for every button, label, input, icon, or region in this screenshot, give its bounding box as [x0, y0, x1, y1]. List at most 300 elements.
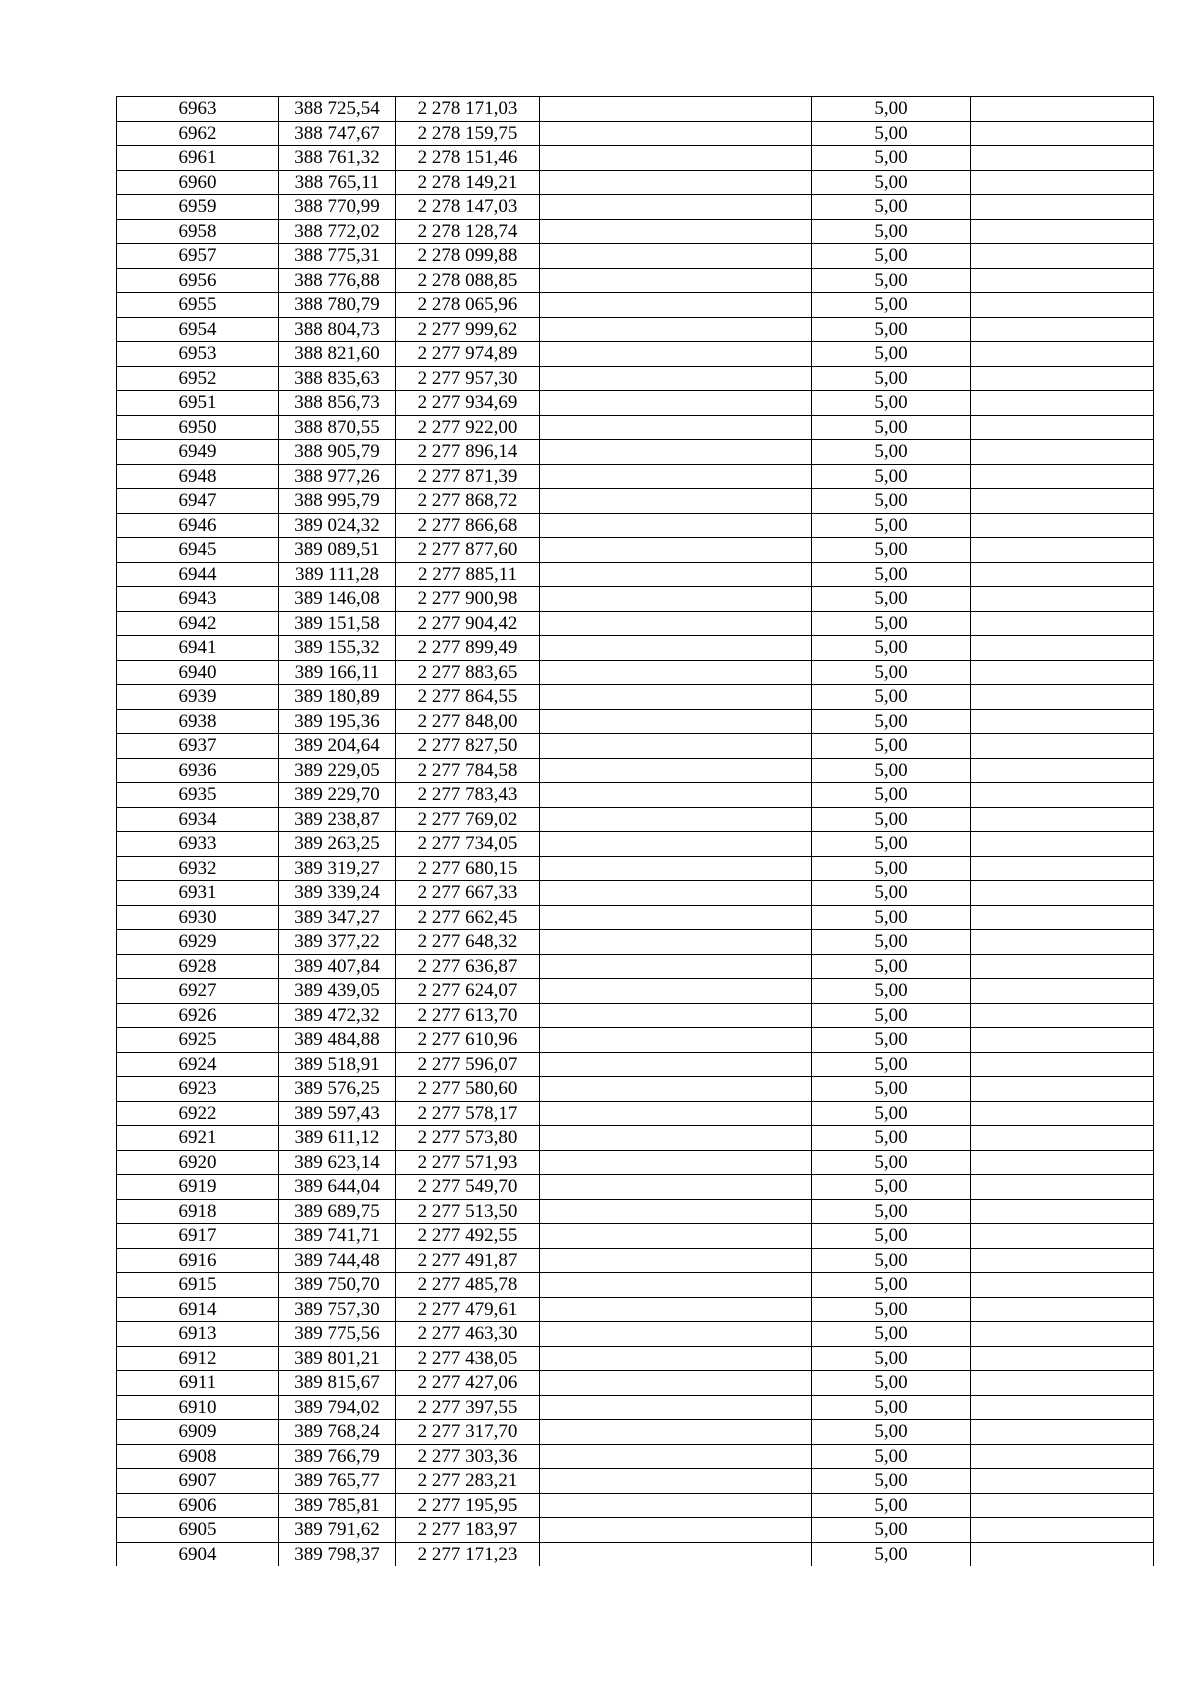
empty-cell: [540, 636, 812, 661]
empty-cell: [540, 1175, 812, 1200]
empty-cell: [540, 195, 812, 220]
table-row: [117, 391, 1154, 416]
y-coordinate-cell: 2 277 596,07: [396, 1052, 540, 1077]
table-row: [117, 219, 1154, 244]
empty-cell: [971, 244, 1154, 269]
table-row: [117, 758, 1154, 783]
x-coordinate-cell: 389 576,25: [279, 1077, 396, 1102]
value-cell: 5,00: [812, 1420, 971, 1445]
empty-cell: [971, 1052, 1154, 1077]
empty-cell: [540, 97, 812, 122]
x-coordinate-cell: 389 339,24: [279, 881, 396, 906]
empty-cell: [971, 1028, 1154, 1053]
empty-cell: [540, 1150, 812, 1175]
empty-cell: [971, 513, 1154, 538]
table-row: [117, 1199, 1154, 1224]
y-coordinate-cell: 2 277 871,39: [396, 464, 540, 489]
x-coordinate-cell: 389 111,28: [279, 562, 396, 587]
empty-cell: [540, 807, 812, 832]
table-row: [117, 979, 1154, 1004]
point-number-cell: 6955: [117, 293, 279, 318]
point-number-cell: 6948: [117, 464, 279, 489]
x-coordinate-cell: 389 484,88: [279, 1028, 396, 1053]
point-number-cell: 6912: [117, 1346, 279, 1371]
y-coordinate-cell: 2 277 648,32: [396, 930, 540, 955]
y-coordinate-cell: 2 277 624,07: [396, 979, 540, 1004]
point-number-cell: 6927: [117, 979, 279, 1004]
x-coordinate-cell: 389 472,32: [279, 1003, 396, 1028]
table-row: [117, 1126, 1154, 1151]
value-cell: 5,00: [812, 366, 971, 391]
point-number-cell: 6938: [117, 709, 279, 734]
value-cell: 5,00: [812, 1077, 971, 1102]
y-coordinate-cell: 2 277 183,97: [396, 1518, 540, 1543]
x-coordinate-cell: 389 794,02: [279, 1395, 396, 1420]
x-coordinate-cell: 389 377,22: [279, 930, 396, 955]
empty-cell: [971, 366, 1154, 391]
point-number-cell: 6958: [117, 219, 279, 244]
point-number-cell: 6926: [117, 1003, 279, 1028]
table-row: [117, 954, 1154, 979]
value-cell: 5,00: [812, 146, 971, 171]
value-cell: 5,00: [812, 293, 971, 318]
point-number-cell: 6906: [117, 1493, 279, 1518]
x-coordinate-cell: 389 757,30: [279, 1297, 396, 1322]
empty-cell: [971, 832, 1154, 857]
x-coordinate-cell: 388 804,73: [279, 317, 396, 342]
table-row: [117, 636, 1154, 661]
empty-cell: [540, 268, 812, 293]
value-cell: 5,00: [812, 1346, 971, 1371]
empty-cell: [971, 807, 1154, 832]
empty-cell: [971, 1444, 1154, 1469]
point-number-cell: 6957: [117, 244, 279, 269]
y-coordinate-cell: 2 277 896,14: [396, 440, 540, 465]
table-row: [117, 1248, 1154, 1273]
x-coordinate-cell: 389 766,79: [279, 1444, 396, 1469]
value-cell: 5,00: [812, 979, 971, 1004]
empty-cell: [540, 146, 812, 171]
point-number-cell: 6930: [117, 905, 279, 930]
point-number-cell: 6924: [117, 1052, 279, 1077]
table-row: [117, 97, 1154, 122]
empty-cell: [540, 1126, 812, 1151]
y-coordinate-cell: 2 277 866,68: [396, 513, 540, 538]
y-coordinate-cell: 2 277 578,17: [396, 1101, 540, 1126]
table-row: [117, 1346, 1154, 1371]
empty-cell: [540, 685, 812, 710]
x-coordinate-cell: 388 747,67: [279, 121, 396, 146]
table-row: [117, 1297, 1154, 1322]
value-cell: 5,00: [812, 268, 971, 293]
y-coordinate-cell: 2 277 580,60: [396, 1077, 540, 1102]
point-number-cell: 6916: [117, 1248, 279, 1273]
x-coordinate-cell: 388 977,26: [279, 464, 396, 489]
x-coordinate-cell: 389 801,21: [279, 1346, 396, 1371]
empty-cell: [971, 611, 1154, 636]
empty-cell: [971, 709, 1154, 734]
empty-cell: [540, 856, 812, 881]
y-coordinate-cell: 2 278 171,03: [396, 97, 540, 122]
point-number-cell: 6915: [117, 1273, 279, 1298]
x-coordinate-cell: 388 905,79: [279, 440, 396, 465]
x-coordinate-cell: 388 775,31: [279, 244, 396, 269]
empty-cell: [540, 391, 812, 416]
y-coordinate-cell: 2 278 147,03: [396, 195, 540, 220]
x-coordinate-cell: 389 768,24: [279, 1420, 396, 1445]
empty-cell: [971, 342, 1154, 367]
value-cell: 5,00: [812, 219, 971, 244]
table-row: [117, 1444, 1154, 1469]
point-number-cell: 6904: [117, 1542, 279, 1566]
empty-cell: [971, 170, 1154, 195]
point-number-cell: 6907: [117, 1469, 279, 1494]
point-number-cell: 6921: [117, 1126, 279, 1151]
empty-cell: [971, 464, 1154, 489]
empty-cell: [971, 587, 1154, 612]
empty-cell: [540, 317, 812, 342]
point-number-cell: 6914: [117, 1297, 279, 1322]
empty-cell: [971, 685, 1154, 710]
value-cell: 5,00: [812, 391, 971, 416]
y-coordinate-cell: 2 278 099,88: [396, 244, 540, 269]
value-cell: 5,00: [812, 905, 971, 930]
empty-cell: [540, 538, 812, 563]
value-cell: 5,00: [812, 1003, 971, 1028]
value-cell: 5,00: [812, 1518, 971, 1543]
empty-cell: [540, 1028, 812, 1053]
point-number-cell: 6935: [117, 783, 279, 808]
x-coordinate-cell: 389 195,36: [279, 709, 396, 734]
y-coordinate-cell: 2 277 934,69: [396, 391, 540, 416]
empty-cell: [971, 391, 1154, 416]
empty-cell: [971, 268, 1154, 293]
empty-cell: [540, 1371, 812, 1396]
x-coordinate-cell: 389 750,70: [279, 1273, 396, 1298]
x-coordinate-cell: 388 835,63: [279, 366, 396, 391]
table-row: [117, 1322, 1154, 1347]
x-coordinate-cell: 389 263,25: [279, 832, 396, 857]
table-row: [117, 930, 1154, 955]
value-cell: 5,00: [812, 587, 971, 612]
value-cell: 5,00: [812, 734, 971, 759]
value-cell: 5,00: [812, 121, 971, 146]
value-cell: 5,00: [812, 1028, 971, 1053]
table-row: [117, 268, 1154, 293]
value-cell: 5,00: [812, 1297, 971, 1322]
y-coordinate-cell: 2 277 999,62: [396, 317, 540, 342]
value-cell: 5,00: [812, 1224, 971, 1249]
point-number-cell: 6961: [117, 146, 279, 171]
x-coordinate-cell: 389 180,89: [279, 685, 396, 710]
value-cell: 5,00: [812, 832, 971, 857]
y-coordinate-cell: 2 278 151,46: [396, 146, 540, 171]
y-coordinate-cell: 2 277 900,98: [396, 587, 540, 612]
y-coordinate-cell: 2 277 784,58: [396, 758, 540, 783]
y-coordinate-cell: 2 277 667,33: [396, 881, 540, 906]
empty-cell: [540, 587, 812, 612]
point-number-cell: 6922: [117, 1101, 279, 1126]
x-coordinate-cell: 389 597,43: [279, 1101, 396, 1126]
value-cell: 5,00: [812, 317, 971, 342]
point-number-cell: 6925: [117, 1028, 279, 1053]
point-number-cell: 6923: [117, 1077, 279, 1102]
point-number-cell: 6939: [117, 685, 279, 710]
table-row: [117, 685, 1154, 710]
value-cell: 5,00: [812, 1322, 971, 1347]
value-cell: 5,00: [812, 1248, 971, 1273]
y-coordinate-cell: 2 277 171,23: [396, 1542, 540, 1566]
empty-cell: [971, 783, 1154, 808]
point-number-cell: 6918: [117, 1199, 279, 1224]
empty-cell: [540, 219, 812, 244]
value-cell: 5,00: [812, 1052, 971, 1077]
x-coordinate-cell: 389 024,32: [279, 513, 396, 538]
point-number-cell: 6919: [117, 1175, 279, 1200]
x-coordinate-cell: 388 995,79: [279, 489, 396, 514]
table-row: [117, 660, 1154, 685]
y-coordinate-cell: 2 277 922,00: [396, 415, 540, 440]
empty-cell: [971, 121, 1154, 146]
y-coordinate-cell: 2 277 613,70: [396, 1003, 540, 1028]
table-row: [117, 1518, 1154, 1543]
empty-cell: [971, 1322, 1154, 1347]
point-number-cell: 6954: [117, 317, 279, 342]
table-row: [117, 1224, 1154, 1249]
empty-cell: [971, 440, 1154, 465]
table-row: [117, 195, 1154, 220]
table-row: [117, 1175, 1154, 1200]
table-row: [117, 1052, 1154, 1077]
empty-cell: [971, 97, 1154, 122]
table-body: [117, 97, 1154, 1567]
empty-cell: [971, 734, 1154, 759]
empty-cell: [540, 734, 812, 759]
value-cell: 5,00: [812, 195, 971, 220]
value-cell: 5,00: [812, 1126, 971, 1151]
x-coordinate-cell: 389 166,11: [279, 660, 396, 685]
value-cell: 5,00: [812, 881, 971, 906]
empty-cell: [540, 1420, 812, 1445]
point-number-cell: 6953: [117, 342, 279, 367]
x-coordinate-cell: 388 780,79: [279, 293, 396, 318]
point-number-cell: 6960: [117, 170, 279, 195]
point-number-cell: 6942: [117, 611, 279, 636]
y-coordinate-cell: 2 277 317,70: [396, 1420, 540, 1445]
point-number-cell: 6959: [117, 195, 279, 220]
table-row: [117, 783, 1154, 808]
empty-cell: [971, 1150, 1154, 1175]
empty-cell: [540, 1346, 812, 1371]
empty-cell: [971, 856, 1154, 881]
empty-cell: [971, 195, 1154, 220]
value-cell: 5,00: [812, 464, 971, 489]
y-coordinate-cell: 2 277 868,72: [396, 489, 540, 514]
empty-cell: [540, 244, 812, 269]
point-number-cell: 6956: [117, 268, 279, 293]
y-coordinate-cell: 2 277 427,06: [396, 1371, 540, 1396]
table-row: [117, 1371, 1154, 1396]
table-row: [117, 440, 1154, 465]
empty-cell: [540, 1493, 812, 1518]
y-coordinate-cell: 2 277 571,93: [396, 1150, 540, 1175]
table-row: [117, 415, 1154, 440]
y-coordinate-cell: 2 277 848,00: [396, 709, 540, 734]
x-coordinate-cell: 389 744,48: [279, 1248, 396, 1273]
y-coordinate-cell: 2 277 479,61: [396, 1297, 540, 1322]
x-coordinate-cell: 389 229,05: [279, 758, 396, 783]
empty-cell: [971, 1101, 1154, 1126]
x-coordinate-cell: 389 407,84: [279, 954, 396, 979]
point-number-cell: 6913: [117, 1322, 279, 1347]
empty-cell: [971, 1420, 1154, 1445]
table-row: [117, 317, 1154, 342]
table-row: [117, 464, 1154, 489]
value-cell: 5,00: [812, 1395, 971, 1420]
y-coordinate-cell: 2 277 195,95: [396, 1493, 540, 1518]
empty-cell: [540, 121, 812, 146]
x-coordinate-cell: 388 725,54: [279, 97, 396, 122]
y-coordinate-cell: 2 277 283,21: [396, 1469, 540, 1494]
x-coordinate-cell: 388 821,60: [279, 342, 396, 367]
table-row: [117, 1150, 1154, 1175]
empty-cell: [540, 709, 812, 734]
table-row: [117, 366, 1154, 391]
table-row: [117, 513, 1154, 538]
point-number-cell: 6941: [117, 636, 279, 661]
table-row: [117, 1003, 1154, 1028]
table-row: [117, 1395, 1154, 1420]
point-number-cell: 6931: [117, 881, 279, 906]
empty-cell: [971, 489, 1154, 514]
x-coordinate-cell: 389 798,37: [279, 1542, 396, 1566]
y-coordinate-cell: 2 277 438,05: [396, 1346, 540, 1371]
point-number-cell: 6949: [117, 440, 279, 465]
value-cell: 5,00: [812, 513, 971, 538]
empty-cell: [540, 513, 812, 538]
empty-cell: [971, 1224, 1154, 1249]
empty-cell: [540, 954, 812, 979]
value-cell: 5,00: [812, 636, 971, 661]
x-coordinate-cell: 389 791,62: [279, 1518, 396, 1543]
y-coordinate-cell: 2 277 864,55: [396, 685, 540, 710]
x-coordinate-cell: 388 770,99: [279, 195, 396, 220]
y-coordinate-cell: 2 277 974,89: [396, 342, 540, 367]
empty-cell: [540, 930, 812, 955]
y-coordinate-cell: 2 277 636,87: [396, 954, 540, 979]
empty-cell: [971, 1371, 1154, 1396]
x-coordinate-cell: 388 870,55: [279, 415, 396, 440]
x-coordinate-cell: 389 775,56: [279, 1322, 396, 1347]
x-coordinate-cell: 389 204,64: [279, 734, 396, 759]
x-coordinate-cell: 389 785,81: [279, 1493, 396, 1518]
x-coordinate-cell: 389 238,87: [279, 807, 396, 832]
point-number-cell: 6932: [117, 856, 279, 881]
value-cell: 5,00: [812, 709, 971, 734]
table-row: [117, 1028, 1154, 1053]
empty-cell: [540, 440, 812, 465]
coordinates-table: [116, 96, 1154, 1566]
empty-cell: [540, 293, 812, 318]
y-coordinate-cell: 2 277 827,50: [396, 734, 540, 759]
y-coordinate-cell: 2 278 065,96: [396, 293, 540, 318]
x-coordinate-cell: 389 089,51: [279, 538, 396, 563]
value-cell: 5,00: [812, 783, 971, 808]
y-coordinate-cell: 2 277 513,50: [396, 1199, 540, 1224]
empty-cell: [971, 146, 1154, 171]
y-coordinate-cell: 2 277 783,43: [396, 783, 540, 808]
value-cell: 5,00: [812, 1101, 971, 1126]
y-coordinate-cell: 2 277 397,55: [396, 1395, 540, 1420]
x-coordinate-cell: 389 815,67: [279, 1371, 396, 1396]
value-cell: 5,00: [812, 954, 971, 979]
empty-cell: [971, 1493, 1154, 1518]
empty-cell: [971, 954, 1154, 979]
empty-cell: [540, 366, 812, 391]
empty-cell: [540, 1322, 812, 1347]
x-coordinate-cell: 389 518,91: [279, 1052, 396, 1077]
empty-cell: [540, 1101, 812, 1126]
empty-cell: [971, 1003, 1154, 1028]
empty-cell: [971, 293, 1154, 318]
table-row: [117, 1542, 1154, 1566]
point-number-cell: 6950: [117, 415, 279, 440]
empty-cell: [540, 979, 812, 1004]
value-cell: 5,00: [812, 1199, 971, 1224]
value-cell: 5,00: [812, 170, 971, 195]
table-row: [117, 881, 1154, 906]
empty-cell: [540, 758, 812, 783]
empty-cell: [971, 1126, 1154, 1151]
table-row: [117, 905, 1154, 930]
table-row: [117, 170, 1154, 195]
empty-cell: [971, 1248, 1154, 1273]
point-number-cell: 6947: [117, 489, 279, 514]
value-cell: 5,00: [812, 856, 971, 881]
table-row: [117, 538, 1154, 563]
point-number-cell: 6963: [117, 97, 279, 122]
empty-cell: [540, 1444, 812, 1469]
empty-cell: [540, 1469, 812, 1494]
y-coordinate-cell: 2 277 485,78: [396, 1273, 540, 1298]
empty-cell: [540, 1273, 812, 1298]
value-cell: 5,00: [812, 1469, 971, 1494]
point-number-cell: 6943: [117, 587, 279, 612]
y-coordinate-cell: 2 277 463,30: [396, 1322, 540, 1347]
x-coordinate-cell: 389 689,75: [279, 1199, 396, 1224]
value-cell: 5,00: [812, 685, 971, 710]
y-coordinate-cell: 2 277 491,87: [396, 1248, 540, 1273]
empty-cell: [971, 538, 1154, 563]
x-coordinate-cell: 389 765,77: [279, 1469, 396, 1494]
empty-cell: [540, 1199, 812, 1224]
y-coordinate-cell: 2 277 680,15: [396, 856, 540, 881]
table-row: [117, 1493, 1154, 1518]
y-coordinate-cell: 2 277 769,02: [396, 807, 540, 832]
table-row: [117, 146, 1154, 171]
y-coordinate-cell: 2 277 899,49: [396, 636, 540, 661]
y-coordinate-cell: 2 278 088,85: [396, 268, 540, 293]
point-number-cell: 6929: [117, 930, 279, 955]
table-row: [117, 1101, 1154, 1126]
table-row: [117, 611, 1154, 636]
empty-cell: [540, 342, 812, 367]
point-number-cell: 6934: [117, 807, 279, 832]
value-cell: 5,00: [812, 1444, 971, 1469]
y-coordinate-cell: 2 277 877,60: [396, 538, 540, 563]
empty-cell: [540, 660, 812, 685]
point-number-cell: 6928: [117, 954, 279, 979]
